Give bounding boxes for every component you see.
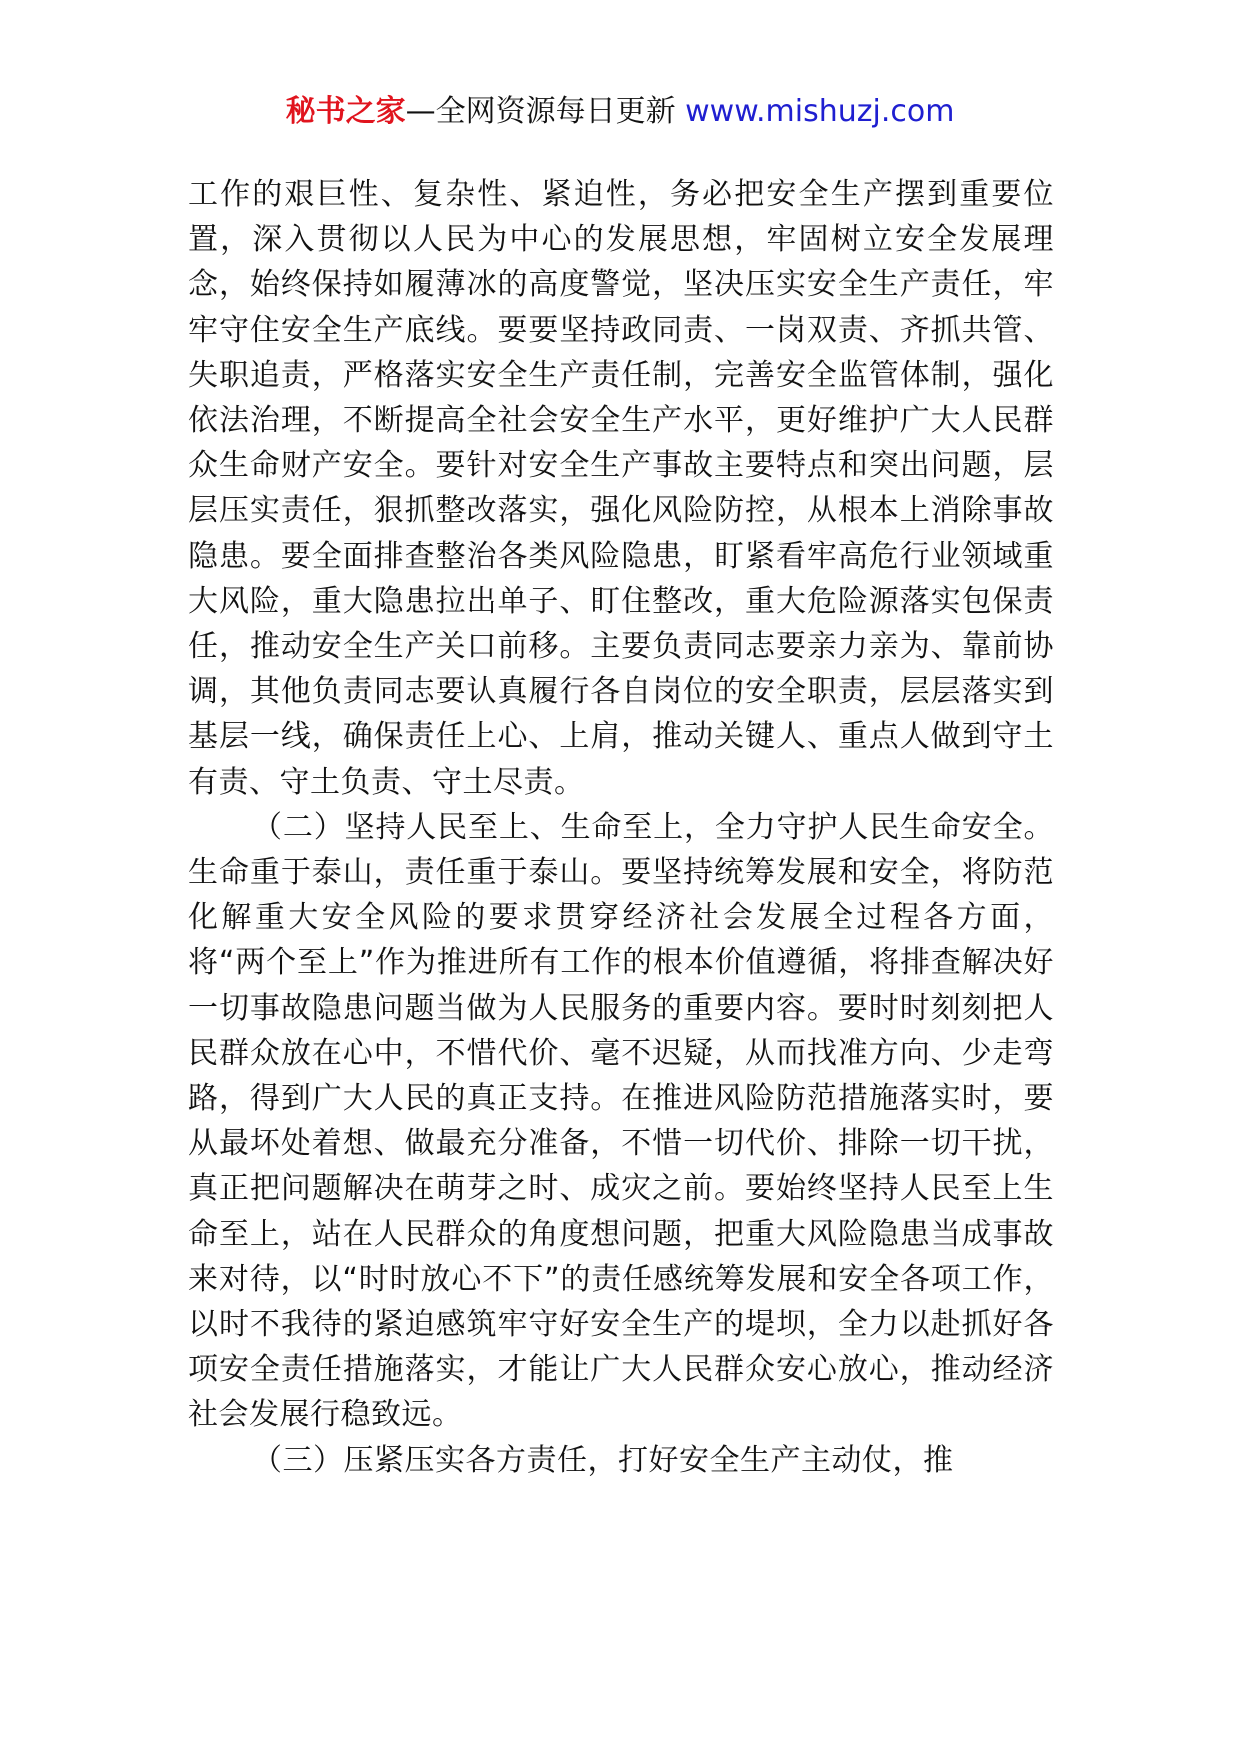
header-tagline: —全网资源每日更新 [405,94,686,129]
paragraph-section-3: （三）压紧压实各方责任，打好安全生产主动仗，推 [252,1442,954,1478]
site-url-link[interactable]: www.mishuzj.com [685,94,955,129]
site-header [0,92,1240,132]
paragraph-continuation: 工作的艰巨性、复杂性、紧迫性，务必把安全生产摆到重要位置，深入贯彻以人民为中心的发展思想，牢固树立安全发展理念，始终保持如履薄冰的高度警觉，坚决压实安全生产责任，牢牢守住安全生产底线。要要坚持政同责、一岗双责、齐抓共管、失职追责，严格落实安全生产责任制，完善安全监管体制，强化依法治理，不断提高全社会安全生产水平，更好维护广大人民群众生命财产安全。要针对安全生产事故主要特点和突出问题，层层压实责任，狠抓整改落实，强化风险防控，从根本上消除事故隐患。要全面排查整治各类风险隐患，盯紧看牢高危行业领域重大风险，重大隐患拉出单子、盯住整改，重大危险源落实包保责任，推动安全生产关口前移。主要负责同志要亲力亲为、靠前协调，其他负责同志要认真履行各自岗位的安全职责，层层落实到基层一线，确保责任上心、上肩，推动关键人、重点人做到守土有责、守土负责、守土尽责。 [188,177,1054,800]
brand-name: 秘书之家 [285,94,406,129]
paragraph-section-2: （二）坚持人民至上、生命至上，全力守护人民生命安全。生命重于泰山，责任重于泰山。要坚持统筹发展和安全，将防范化解重大安全风险的要求贯穿经济社会发展全过程各方面，将“两个至上”作为推进所有工作的根本价值遵循，将排查解决好一切事故隐患问题当做为人民服务的重要内容。要时时刻刻把人民群众放在心中，不惜代价、毫不迟疑，从而找准方向、少走弯路，得到广大人民的真正支持。在推进风险防范措施落实时，要从最坏处着想、做最充分准备，不惜一切代价、排除一切干扰，真正把问题解决在萌芽之时、成灾之前。要始终坚持人民至上生命至上，站在人民群众的角度想问题，把重大风险隐患当成事故来对待，以“时时放心不下”的责任感统筹发展和安全各项工作，以时不我待的紧迫感筑牢守好安全生产的堤坝，全力以赴抓好各项安全责任措施落实，才能让广大人民群众安心放心，推动经济社会发展行稳致远。 [188,809,1054,1433]
document-body [188,172,1054,1483]
